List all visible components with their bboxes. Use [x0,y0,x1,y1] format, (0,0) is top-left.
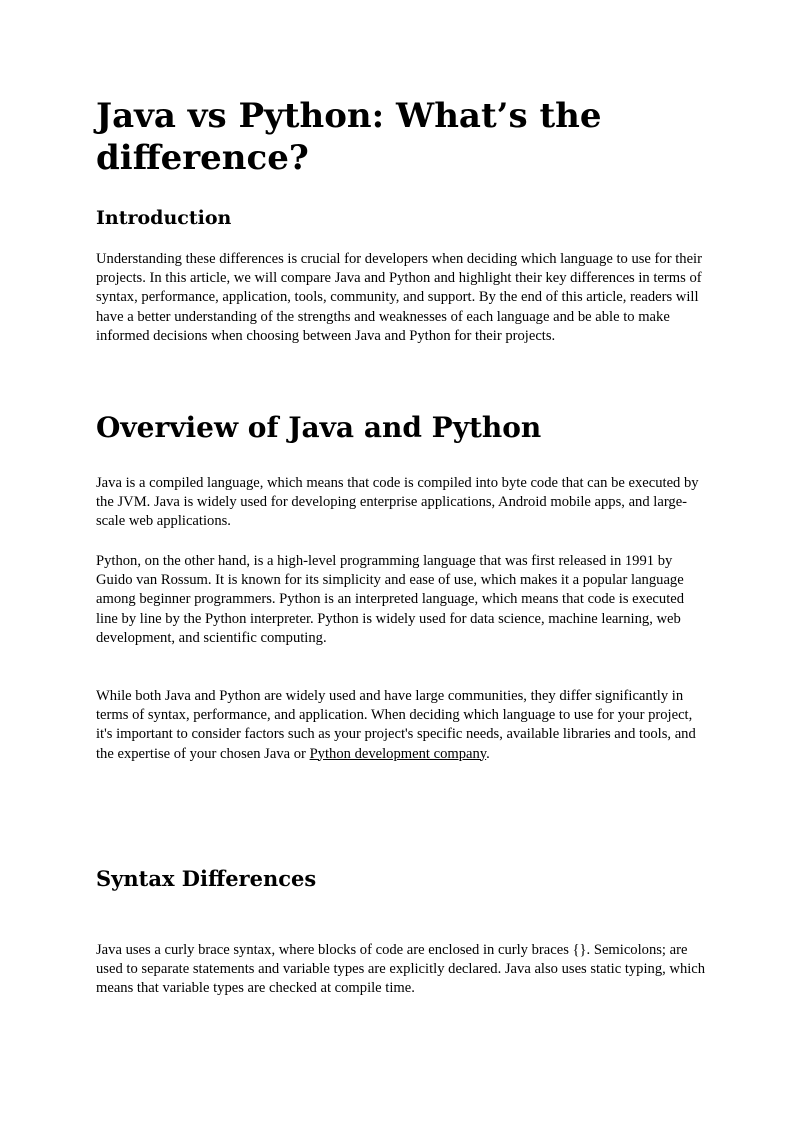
syntax-heading: Syntax Differences [96,866,317,891]
overview-python-paragraph: Python, on the other hand, is a high-level programming language that was first released in 1991 by Guido van Rossum. It is known for its simplicity and ease of use, which makes it a popular language among beginner programmers. Python is an interpreted language, which means that code is executed line by line by the Python interpreter. Python is widely used for data science, machine learning, web development, and scientific computing. [96,553,685,646]
comparison-text-end: . [486,745,490,762]
python-development-company-link[interactable]: Python development company [309,745,487,762]
page-title: Java vs Python: What’s the difference? [96,96,602,178]
overview-heading: Overview of Java and Python [96,411,542,444]
comparison-text: While both Java and Python are widely used and have large communities, they differ significantly in terms of syntax, performance, and application. When deciding which language to use for your project, it's important to consider factors such as your project's specific needs, available libraries and tools, and the expertise of your chosen Java or [96,688,696,762]
introduction-paragraph: Understanding these differences is crucial for developers when deciding which language to use for their projects. In this article, we will compare Java and Python and highlight their key differences in terms of syntax, performance, application, tools, community, and support. By the end of this article, readers will have a better understanding of the strengths and weaknesses of each language and be able to make informed decisions when choosing between Java and Python for their projects. [96,251,702,344]
syntax-paragraph: Java uses a curly brace syntax, where blocks of code are enclosed in curly braces {}. Semicolons; are used to separate statements and variable types are explicitly declared. Java also uses static typing, which means that variable types are checked at compile time. [96,942,706,997]
introduction-heading: Introduction [96,207,232,229]
overview-comparison-paragraph [96,687,708,764]
overview-java-paragraph: Java is a compiled language, which means that code is compiled into byte code that can be executed by the JVM. Java is widely used for developing enterprise applications, Android mobile apps, and large-scale web applications. [96,475,699,530]
